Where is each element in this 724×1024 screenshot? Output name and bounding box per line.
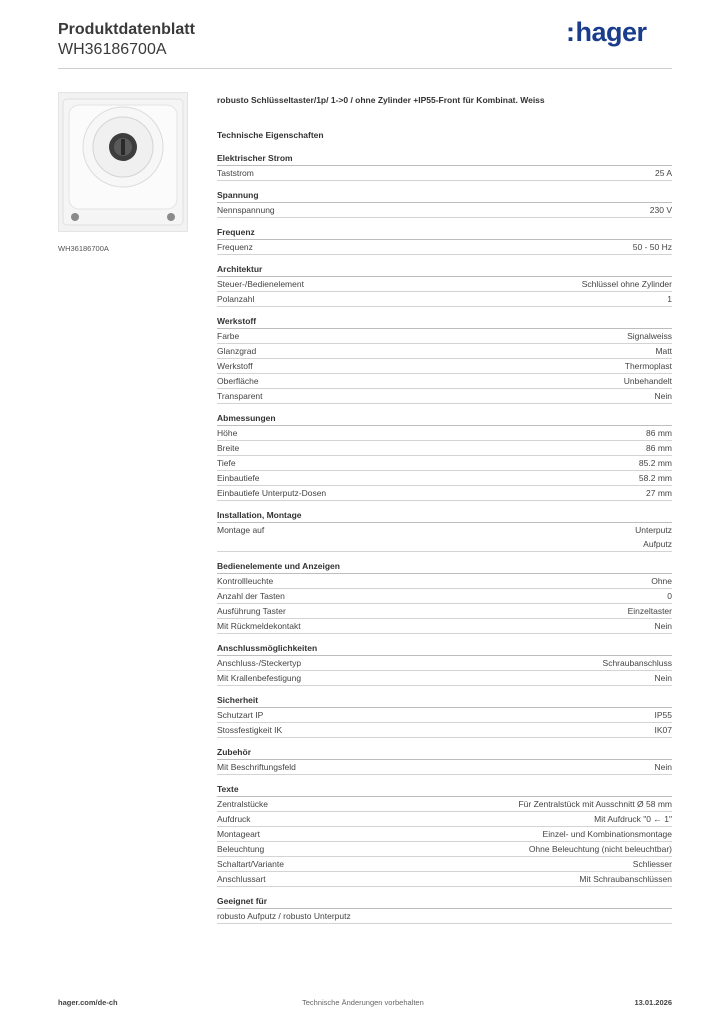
spec-value-line: Ohne — [651, 576, 672, 586]
footer-note: Technische Änderungen vorbehalten — [302, 998, 424, 1007]
spec-value — [646, 486, 672, 500]
spec-value — [646, 441, 672, 455]
spec-row — [217, 574, 672, 589]
spec-value — [543, 827, 672, 841]
spec-row — [217, 359, 672, 374]
spec-value — [650, 203, 672, 217]
spec-value-line: Nein — [654, 621, 672, 631]
spec-section — [217, 783, 672, 887]
spec-section — [217, 263, 672, 307]
spec-row — [217, 456, 672, 471]
spec-value-line: 86 mm — [646, 428, 672, 438]
footer-date: 13.01.2026 — [634, 998, 672, 1007]
spec-label: Taststrom — [217, 168, 254, 178]
spec-value-line: 0 — [667, 591, 672, 601]
spec-row — [217, 389, 672, 404]
spec-row — [217, 277, 672, 292]
spec-row — [217, 760, 672, 775]
spec-label: Mit Rückmeldekontakt — [217, 621, 301, 631]
spec-value-line: Schliesser — [632, 859, 672, 869]
spec-content — [217, 94, 672, 932]
product-sku: WH36186700A — [58, 41, 167, 58]
spec-row — [217, 812, 672, 827]
spec-row — [217, 872, 672, 887]
spec-label: Einbautiefe Unterputz-Dosen — [217, 488, 327, 498]
spec-label: Nennspannung — [217, 205, 275, 215]
spec-value-line: 58.2 mm — [638, 473, 672, 483]
spec-value — [655, 389, 672, 403]
spec-section — [217, 694, 672, 738]
product-description: robusto Schlüsseltaster/1p/ 1->0 / ohne Zylinder +IP55-Front für Kombinat. Weiss — [217, 95, 545, 105]
spec-value — [655, 723, 673, 737]
spec-value-line: 1 — [667, 294, 672, 304]
spec-label: Glanzgrad — [217, 346, 257, 356]
spec-value — [529, 842, 672, 856]
spec-label: Zentralstücke — [217, 799, 269, 809]
spec-row — [217, 604, 672, 619]
header-divider — [58, 68, 672, 69]
spec-value — [627, 329, 672, 343]
spec-label: Breite — [217, 443, 240, 453]
spec-value — [655, 760, 672, 774]
spec-label: Montageart — [217, 829, 260, 839]
spec-label: Kontrollleuchte — [217, 576, 274, 586]
spec-value-line: IK07 — [654, 725, 672, 735]
spec-value-line: Unterputz — [635, 525, 672, 535]
spec-row — [217, 203, 672, 218]
spec-section — [217, 189, 672, 218]
spec-section — [217, 315, 672, 404]
spec-value-line: Aufputz — [643, 539, 672, 549]
tech-heading: Technische Eigenschaften — [217, 130, 324, 140]
spec-value-line: Einzel- und Kombinationsmontage — [542, 829, 672, 839]
spec-value — [594, 812, 672, 826]
spec-value-line: Mit Schraubanschlüssen — [579, 874, 672, 884]
spec-value-line: Schraubanschluss — [602, 658, 672, 668]
image-caption: WH36186700A — [58, 244, 109, 253]
spec-value — [624, 374, 672, 388]
spec-row — [217, 240, 672, 255]
product-image — [58, 92, 188, 232]
spec-label: Höhe — [217, 428, 238, 438]
spec-section — [217, 642, 672, 686]
spec-value — [655, 344, 672, 358]
spec-row — [217, 292, 672, 307]
spec-value-line: 85.2 mm — [638, 458, 672, 468]
spec-value — [651, 574, 672, 588]
spec-section — [217, 152, 672, 181]
spec-label: Beleuchtung — [217, 844, 265, 854]
spec-value-line: IP55 — [654, 710, 672, 720]
spec-value — [639, 471, 672, 485]
spec-value-line: Nein — [654, 391, 672, 401]
spec-row — [217, 708, 672, 723]
spec-section — [217, 412, 672, 501]
spec-value-line: Mit Aufdruck "0 ← 1" — [594, 814, 672, 824]
spec-section — [217, 509, 672, 552]
spec-row — [217, 842, 672, 857]
spec-label: Frequenz — [217, 242, 253, 252]
document-header — [58, 20, 195, 60]
spec-label: Einbautiefe — [217, 473, 260, 483]
spec-value-line: Nein — [654, 762, 672, 772]
spec-value — [655, 671, 672, 685]
spec-value-line: Ohne Beleuchtung (nicht beleuchtbar) — [528, 844, 672, 854]
section-title: Geeignet für — [217, 895, 672, 909]
spec-label: Stossfestigkeit IK — [217, 725, 283, 735]
spec-label: Tiefe — [217, 458, 236, 468]
spec-value — [655, 619, 672, 633]
section-title: Architektur — [217, 263, 672, 277]
spec-sections — [217, 152, 672, 924]
spec-row — [217, 344, 672, 359]
spec-value-line: Signalweiss — [627, 331, 672, 341]
section-title: Texte — [217, 783, 672, 797]
spec-value-line: Nein — [654, 673, 672, 683]
spec-value-line: Schlüssel ohne Zylinder — [581, 279, 672, 289]
spec-label: Anschluss-/Steckertyp — [217, 658, 302, 668]
spec-value — [646, 426, 672, 440]
spec-label: Werkstoff — [217, 361, 253, 371]
spec-value — [639, 456, 672, 470]
section-title: Anschlussmöglichkeiten — [217, 642, 672, 656]
spec-section — [217, 560, 672, 634]
spec-row — [217, 486, 672, 501]
spec-label: Montage auf — [217, 525, 265, 535]
spec-label: Oberfläche — [217, 376, 259, 386]
spec-row — [217, 723, 672, 738]
spec-row — [217, 589, 672, 604]
spec-value-line: 86 mm — [646, 443, 672, 453]
section-title: Frequenz — [217, 226, 672, 240]
section-title: Werkstoff — [217, 315, 672, 329]
spec-value — [667, 292, 672, 306]
spec-label: Ausführung Taster — [217, 606, 286, 616]
section-title: Sicherheit — [217, 694, 672, 708]
spec-row — [217, 523, 672, 552]
spec-row — [217, 797, 672, 812]
key-switch-icon — [59, 93, 187, 231]
section-title: Abmessungen — [217, 412, 672, 426]
spec-row — [217, 166, 672, 181]
spec-label: Anschlussart — [217, 874, 266, 884]
spec-label: Farbe — [217, 331, 240, 341]
spec-value — [579, 872, 672, 886]
spec-label: Anzahl der Tasten — [217, 591, 285, 601]
spec-row — [217, 471, 672, 486]
spec-label: Aufdruck — [217, 814, 251, 824]
spec-row — [217, 619, 672, 634]
spec-value — [518, 797, 672, 811]
spec-value-line: 50 - 50 Hz — [632, 242, 672, 252]
spec-row — [217, 426, 672, 441]
spec-value — [628, 604, 672, 618]
spec-value-line: Matt — [655, 346, 672, 356]
spec-value — [633, 857, 672, 871]
spec-value — [625, 359, 672, 373]
logo-dots-icon: : — [566, 17, 575, 47]
spec-row — [217, 827, 672, 842]
spec-row — [217, 909, 672, 924]
spec-label: robusto Aufputz / robusto Unterputz — [217, 911, 351, 921]
document-title: Produktdatenblatt — [58, 21, 195, 38]
section-title: Zubehör — [217, 746, 672, 760]
spec-label: Mit Krallenbefestigung — [217, 673, 302, 683]
spec-label: Schaltart/Variante — [217, 859, 284, 869]
spec-value-line: 25 A — [654, 168, 672, 178]
spec-section — [217, 895, 672, 924]
spec-label: Polanzahl — [217, 294, 255, 304]
logo-text: hager — [575, 17, 647, 47]
section-title: Spannung — [217, 189, 672, 203]
spec-value — [635, 523, 672, 551]
hager-logo[interactable] — [566, 17, 647, 48]
spec-value-line: 27 mm — [646, 488, 672, 498]
spec-label: Schutzart IP — [217, 710, 264, 720]
spec-label: Mit Beschriftungsfeld — [217, 762, 296, 772]
section-title: Bedienelemente und Anzeigen — [217, 560, 672, 574]
spec-row — [217, 329, 672, 344]
spec-value — [655, 708, 673, 722]
footer-url-link[interactable]: hager.com/de-ch — [58, 998, 118, 1007]
spec-label: Steuer-/Bedienelement — [217, 279, 304, 289]
spec-value-line: Unbehandelt — [623, 376, 672, 386]
spec-value-line: 230 V — [649, 205, 672, 215]
section-title: Installation, Montage — [217, 509, 672, 523]
spec-value — [667, 589, 672, 603]
spec-value — [633, 240, 672, 254]
spec-row — [217, 374, 672, 389]
spec-value-line: Einzeltaster — [627, 606, 672, 616]
section-title: Elektrischer Strom — [217, 152, 672, 166]
spec-value — [603, 656, 672, 670]
spec-row — [217, 671, 672, 686]
spec-value-line: Für Zentralstück mit Ausschnitt Ø 58 mm — [518, 799, 672, 809]
spec-row — [217, 441, 672, 456]
spec-label: Transparent — [217, 391, 263, 401]
spec-section — [217, 226, 672, 255]
spec-value-line: Thermoplast — [624, 361, 672, 371]
spec-value — [582, 277, 672, 291]
spec-row — [217, 656, 672, 671]
spec-value — [655, 166, 672, 180]
spec-section — [217, 746, 672, 775]
spec-row — [217, 857, 672, 872]
